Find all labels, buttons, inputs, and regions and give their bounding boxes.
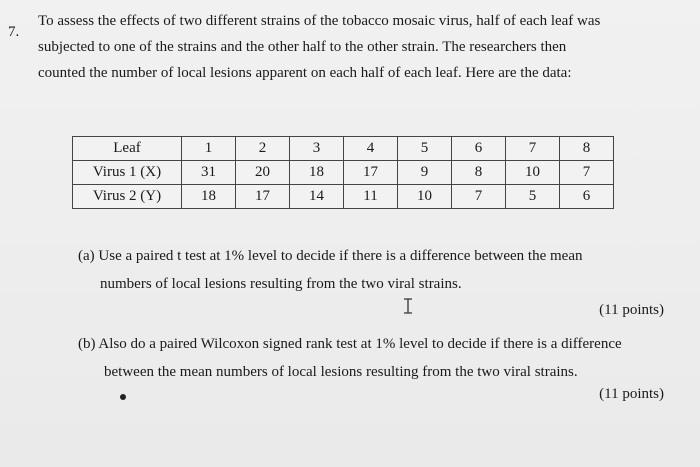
part-b-question bbox=[78, 330, 678, 386]
virus2-cell: 11 bbox=[344, 185, 398, 209]
virus1-cell: 7 bbox=[560, 161, 614, 185]
text-cursor-icon bbox=[403, 298, 413, 314]
leaf-cell: 2 bbox=[236, 137, 290, 161]
virus2-cell: 14 bbox=[290, 185, 344, 209]
part-b-line: between the mean numbers of local lesions resulting from the two viral strains. bbox=[104, 364, 578, 380]
stem-line: subjected to one of the strains and the other half to the other strain. The researchers then bbox=[38, 39, 567, 55]
virus1-cell: 31 bbox=[182, 161, 236, 185]
virus1-cell: 9 bbox=[398, 161, 452, 185]
virus2-cell: 17 bbox=[236, 185, 290, 209]
leaf-cell: 7 bbox=[506, 137, 560, 161]
table-row-virus1 bbox=[73, 161, 614, 185]
part-a-points: (11 points) bbox=[599, 302, 664, 318]
question-number: 7. bbox=[8, 24, 20, 40]
virus2-cell: 10 bbox=[398, 185, 452, 209]
virus2-cell: 5 bbox=[506, 185, 560, 209]
table-row-leaf bbox=[73, 137, 614, 161]
stem-line: To assess the effects of two different strains of the tobacco mosaic virus, half of each leaf was bbox=[38, 13, 601, 29]
virus1-cell: 17 bbox=[344, 161, 398, 185]
row-header-leaf: Leaf bbox=[73, 137, 182, 161]
table-row-virus2 bbox=[73, 185, 614, 209]
virus2-cell: 18 bbox=[182, 185, 236, 209]
row-header-virus1: Virus 1 (X) bbox=[73, 161, 182, 185]
part-a-question bbox=[78, 242, 678, 298]
virus2-cell: 7 bbox=[452, 185, 506, 209]
leaf-cell: 3 bbox=[290, 137, 344, 161]
virus1-cell: 20 bbox=[236, 161, 290, 185]
data-table bbox=[72, 136, 614, 209]
virus1-cell: 8 bbox=[452, 161, 506, 185]
part-a-line: (a) Use a paired t test at 1% level to decide if there is a difference between the mean bbox=[78, 248, 583, 264]
virus2-cell: 6 bbox=[560, 185, 614, 209]
leaf-cell: 1 bbox=[182, 137, 236, 161]
pointer-dot-icon bbox=[120, 394, 126, 400]
question-stem bbox=[38, 8, 678, 86]
leaf-cell: 8 bbox=[560, 137, 614, 161]
leaf-cell: 4 bbox=[344, 137, 398, 161]
virus1-cell: 18 bbox=[290, 161, 344, 185]
virus1-cell: 10 bbox=[506, 161, 560, 185]
row-header-virus2: Virus 2 (Y) bbox=[73, 185, 182, 209]
part-b-points: (11 points) bbox=[599, 386, 664, 402]
stem-line: counted the number of local lesions apparent on each half of each leaf. Here are the data: bbox=[38, 65, 572, 81]
part-b-line: (b) Also do a paired Wilcoxon signed rank test at 1% level to decide if there is a difference bbox=[78, 336, 622, 352]
leaf-cell: 5 bbox=[398, 137, 452, 161]
leaf-cell: 6 bbox=[452, 137, 506, 161]
part-a-line: numbers of local lesions resulting from the two viral strains. bbox=[100, 276, 462, 292]
